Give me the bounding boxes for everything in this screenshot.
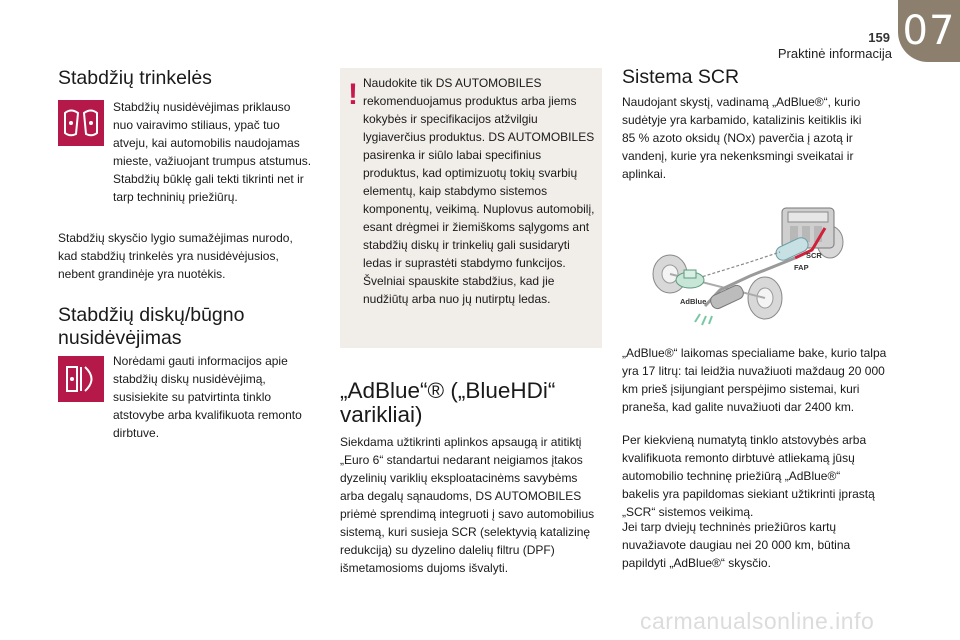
- fap-label: FAP: [794, 263, 809, 272]
- brake-fluid-text: Stabdžių skysčio lygio sumažėjimas nurodo, kad stabdžių trinkelės yra nusidėvėjusios, nebent grandinėje yra nuotėkis.: [58, 231, 293, 281]
- warning-icon: !: [348, 78, 358, 111]
- brake-discs-text: Norėdami gauti informacijos apie stabdžių diskų nusidėvėjimą, susisiekite su patvirtinta tinklo atstovybe arba kvalifikuota remonto dirbtuve.: [113, 354, 302, 440]
- scr-diagram: [640, 198, 870, 338]
- brake-pads-text: Stabdžių nusidėvėjimas priklauso nuo vairavimo stiliaus, ypač tuo atveju, kai automobilis naudojamas mieste, važiuojant trumpus atstumus. Stabdžių būklę gali tekti tikrinti net ir tarp techninių priežiūrų.: [113, 100, 312, 204]
- adblue-heading: [340, 379, 555, 427]
- scr-intro: Naudojant skystį, vadinamą „AdBlue®“, kurio sudėtyje yra karbamido, katalizinis keitiklis iki 85 % azoto oksidų (NOx) paverčia į azotą ir vandenį, kurie yra nekenksmingi sveikatai ir aplinkai.: [622, 95, 862, 181]
- scr-para-2: Per kiekvieną numatytą tinklo atstovybės arba kvalifikuota remonto dirbtuvė atliekamą jūsų automobilio techninę priežiūrą „AdBlue®“ bakelis yra papildomas siekiant užtikrinti įprastą „SCR“ sistemos veikimą.: [622, 433, 875, 519]
- brake-disc-icon: [58, 356, 104, 402]
- scr-heading: Sistema SCR: [622, 66, 740, 88]
- brake-pads-heading: Stabdžių trinkelės: [58, 67, 212, 89]
- brake-discs-heading-line2: nusidėvėjimas: [58, 327, 182, 349]
- section-title: Praktinė informacija: [777, 46, 892, 61]
- watermark: carmanualsonline.info: [640, 608, 875, 634]
- adblue-text: Siekdama užtikrinti aplinkos apsaugą ir atitiktį „Euro 6“ standartui nedarant neigiamos įtakos dyzelinių variklių eksploatacinėms savybėms arba degalų sąnaudoms, DS AUTOMOBILES priėmė sprendimą integruoti į savo automobilius sistemą, kuri susieja SCR (selektyvią katalizinę redukciją) su dyzelino dalelių filtru (DPF) išmetamosioms dujoms išvalyti.: [340, 435, 595, 575]
- chapter-number: 07: [902, 8, 956, 54]
- brake-pads-icon: [58, 100, 104, 146]
- warning-box: [340, 68, 602, 348]
- adblue-label: AdBlue: [680, 297, 707, 306]
- warning-text: Naudokite tik DS AUTOMOBILES rekomenduojamus produktus arba jiems kokybės ir specifikacijos atžvilgiu lygiaverčius produktus. DS AUTOMOBILES pasirenka ir siūlo labai specifinius produktus, kad optimizuotų tokių svarbių elementų, kaip stabdymo sistemos komponentų, veikimą. Nuplovus automobilį, esant drėgmei ir žiemiškoms sąlygoms ant stabdžių diskų ir trinkelių gali susidaryti ledas ir suprastėti stabdymo funkcijos. Švelniai spauskite stabdžius, kad jie nudžiūtų arba nuo jų nutirptų ledas.: [363, 76, 595, 306]
- adblue-heading-line2: varikliai): [340, 402, 423, 427]
- brake-discs-heading-line1: Stabdžių diskų/būgno: [58, 304, 245, 326]
- adblue-heading-line1: „AdBlue“® („BlueHDi“: [340, 378, 556, 403]
- chapter-tab: [898, 0, 960, 62]
- scr-para-3: Jei tarp dviejų techninės priežiūros kartų nuvažiavote daugiau nei 20 000 km, būtina papildyti „AdBlue®“ skysčio.: [622, 520, 851, 570]
- scr-para-1: „AdBlue®“ laikomas specialiame bake, kurio talpa yra 17 litrų: tai leidžia nuvažiuoti maždaug 20 000 km prieš įsijungiant perspėjimo sistemai, kuri praneša, kad galite nuvažiuoti dar 2400 km.: [622, 346, 887, 414]
- brake-discs-heading: [58, 304, 244, 350]
- scr-label: SCR: [806, 251, 822, 260]
- page-number: 159: [868, 30, 890, 45]
